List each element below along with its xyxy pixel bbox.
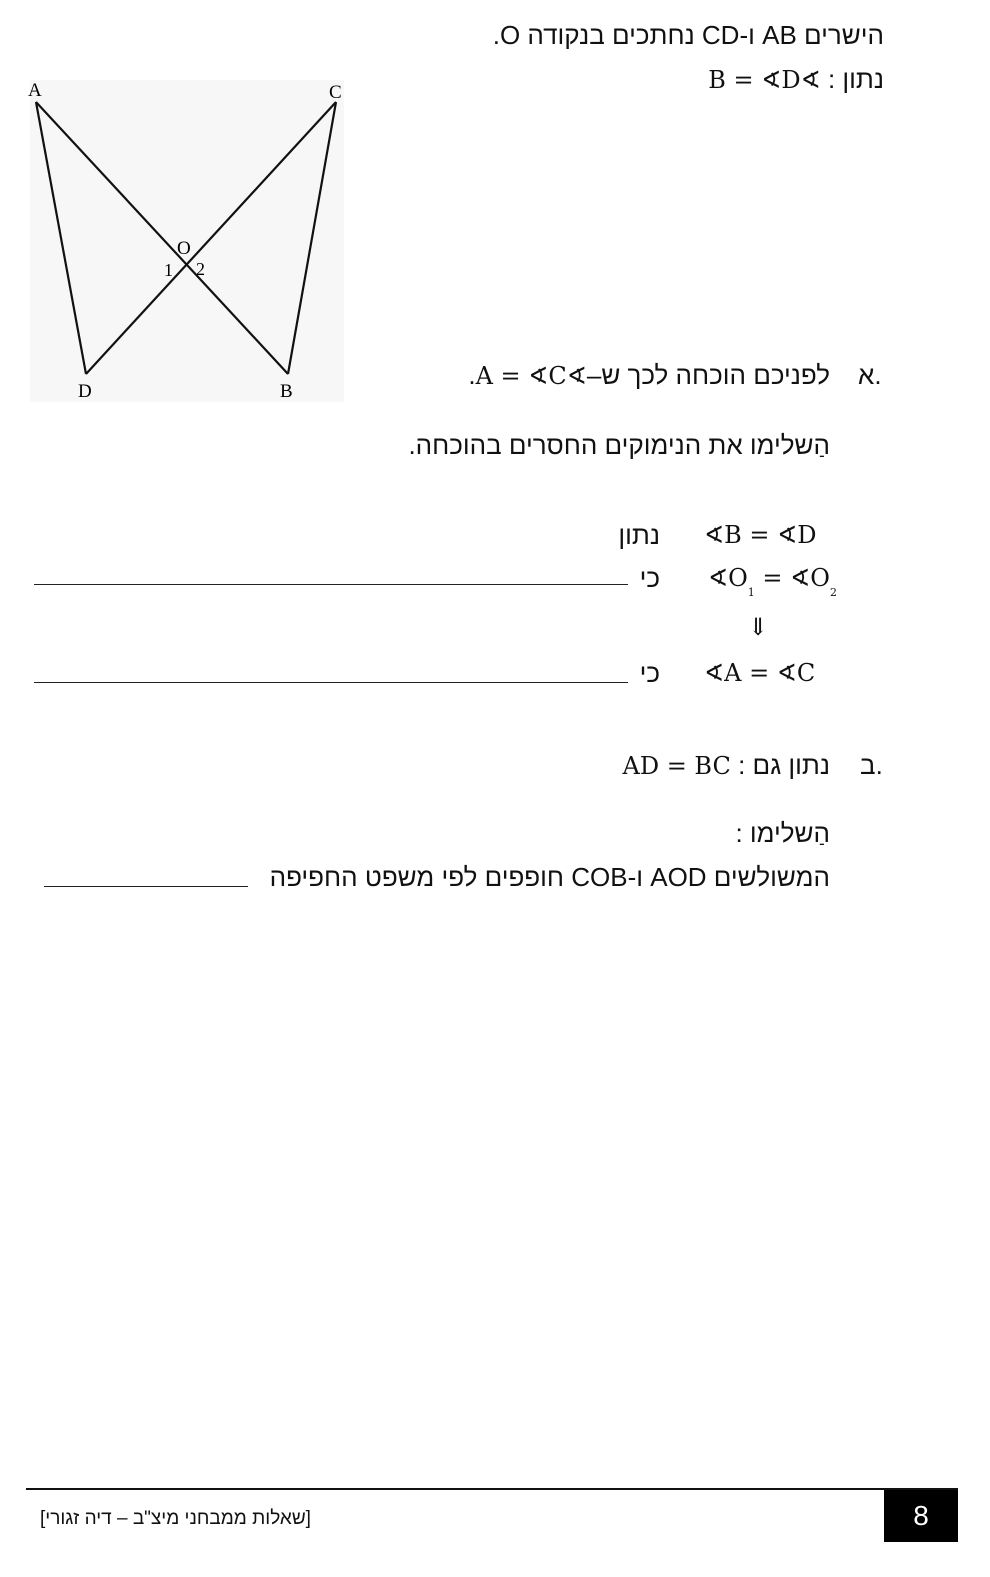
label-a: A	[28, 80, 42, 101]
part-b-instruction: הַשלימו :	[735, 818, 830, 848]
subscript-1: 1	[747, 586, 755, 599]
part-b-given-math: AD = BC	[622, 752, 731, 780]
part-a-prompt-math: ∢A = ∢C	[475, 362, 587, 390]
angle-o1: ∢O	[708, 564, 748, 592]
intro-line: הישרים AB ו-CD נחתכים בנקודה O.	[492, 20, 884, 50]
proof-row1-reason: נתון	[618, 520, 660, 550]
page-number: 8	[884, 1490, 958, 1542]
label-c: C	[329, 82, 342, 103]
proof-row2-reason: כי	[639, 563, 660, 593]
subscript-2: 2	[829, 586, 837, 599]
part-a-instruction: הַשלימו את הנימוקים החסרים בהוכחה.	[408, 430, 830, 460]
label-o: O	[177, 238, 191, 259]
angle-o2: = ∢O	[754, 564, 830, 592]
proof-row3-math: ∢A = ∢C	[704, 659, 816, 687]
label-d: D	[78, 381, 92, 402]
label-angle-2: 2	[196, 259, 205, 279]
intro-given	[708, 64, 884, 95]
part-b-letter: ב.	[860, 750, 883, 780]
footer-source: [שאלות ממבחני מיצ"ב – דיה זגורי]	[40, 1508, 311, 1529]
geometry-figure	[22, 74, 352, 406]
given-value: ∢B = ∢D	[708, 66, 821, 94]
implies-arrow-icon: ⇓	[748, 613, 769, 641]
given-label: נתון :	[827, 64, 884, 94]
label-angle-1: 1	[164, 260, 173, 280]
part-a-letter: א.	[858, 360, 882, 390]
proof-row3-reason: כי	[639, 658, 660, 688]
answer-blank-row2[interactable]	[34, 584, 628, 585]
proof-row1-math: ∢B = ∢D	[704, 521, 817, 549]
part-b-given	[622, 750, 830, 781]
part-a-prompt-end: .	[468, 360, 476, 390]
part-b-given-text: נתון גם :	[738, 750, 830, 780]
part-a-prompt	[468, 360, 830, 391]
part-a-prompt-text: לפניכם הוכחה לכך ש–	[586, 360, 830, 390]
answer-blank-row3[interactable]	[34, 682, 628, 683]
proof-row2-math	[708, 563, 837, 608]
part-b-statement: המשולשים AOD ו-COB חופפים לפי משפט החפיפה	[269, 862, 830, 892]
label-b: B	[280, 381, 293, 402]
footer-rule	[26, 1488, 958, 1490]
answer-blank-part-b[interactable]	[44, 886, 248, 887]
